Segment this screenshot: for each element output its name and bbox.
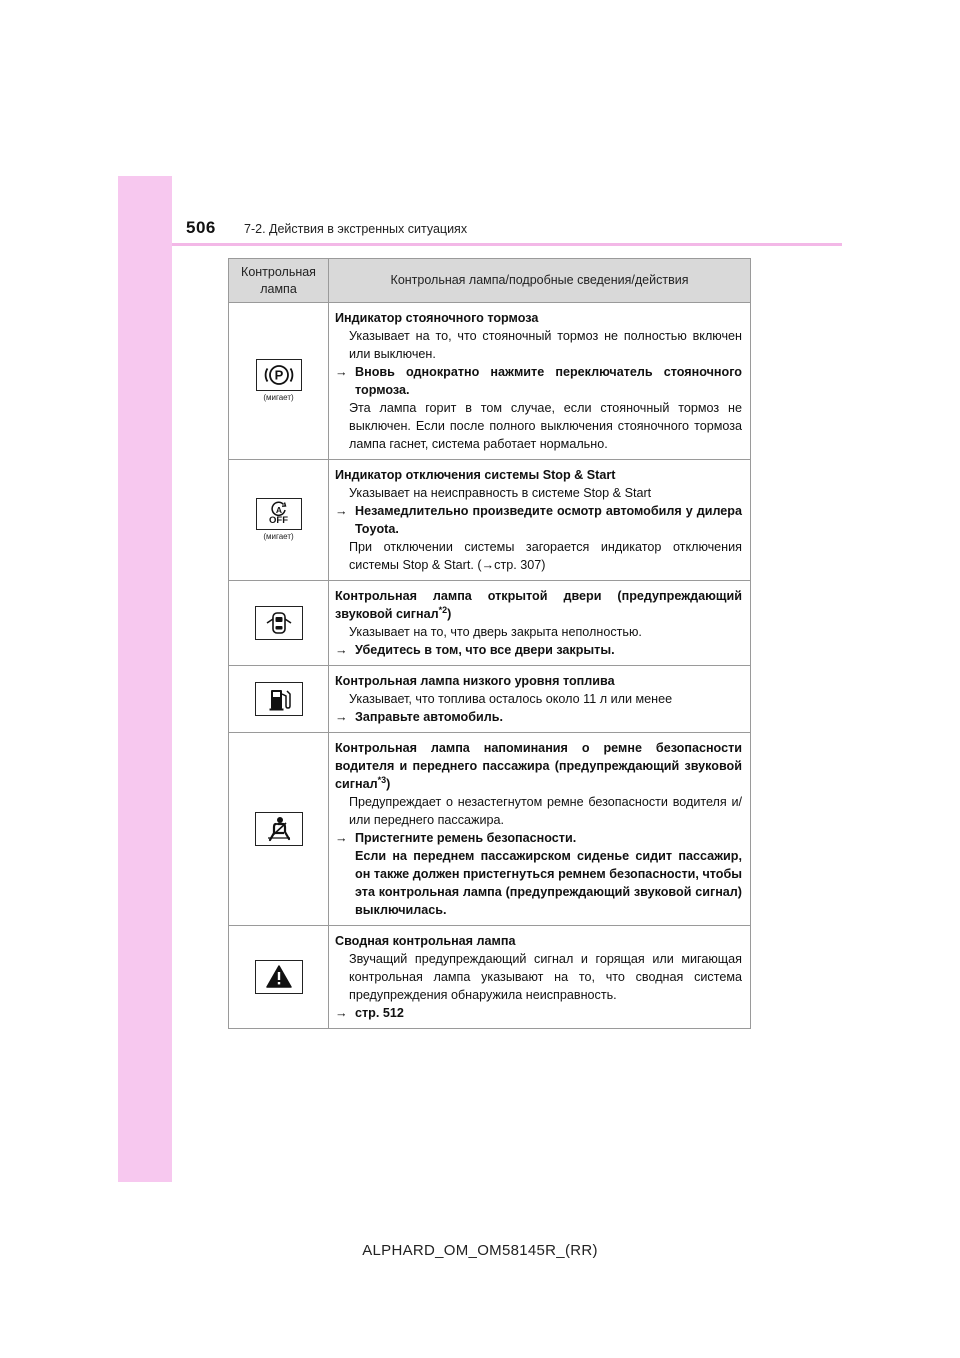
lamp-cell xyxy=(229,460,329,581)
master-warning-icon xyxy=(255,960,303,994)
seatbelt-reminder-icon xyxy=(255,812,303,846)
lamp-cell xyxy=(229,581,329,666)
table-row xyxy=(229,581,751,666)
arrow-icon: → xyxy=(335,365,348,379)
lamp-description: Указывает на то, что стояночный тормоз не полностью включен или выключен. xyxy=(349,329,742,361)
section-title: 7-2. Действия в экстренных ситуациях xyxy=(244,222,468,236)
lamp-blink-note: (мигает) xyxy=(263,393,294,402)
side-color-band xyxy=(118,176,172,1182)
lamp-title: Сводная контрольная лампа xyxy=(335,934,516,948)
lamp-cell xyxy=(229,303,329,460)
svg-text:P: P xyxy=(274,367,283,383)
lamp-cell xyxy=(229,926,329,1029)
page-number: 506 xyxy=(186,218,216,237)
lamp-title: Контрольная лампа напоминания о ремне безопасности водителя и переднего пассажира (предупреждающий звуковой сигнал$^{*3}$) xyxy=(335,741,742,791)
col-header-details: Контрольная лампа/подробные сведения/действия xyxy=(329,259,751,303)
lamp-description: Указывает на то, что дверь закрыта неполностью. xyxy=(349,625,642,639)
arrow-icon: → xyxy=(335,1006,348,1020)
lamp-title: Индикатор стояночного тормоза xyxy=(335,311,539,325)
lamp-description: Указывает на неисправность в системе Stop & Start xyxy=(349,486,652,500)
lamp-description: Указывает, что топлива осталось около 11 л или менее xyxy=(349,692,673,706)
low-fuel-warning-icon xyxy=(255,682,303,716)
lamp-title: Индикатор отключения системы Stop & Start xyxy=(335,468,616,482)
table-header-row xyxy=(229,259,751,303)
table-row xyxy=(229,733,751,926)
arrow-icon: → xyxy=(335,504,348,518)
col-header-lamp: Контрольная лампа xyxy=(229,259,329,303)
lamp-details xyxy=(329,581,751,666)
table-row xyxy=(229,460,751,581)
lamp-details xyxy=(329,733,751,926)
lamp-action: → Пристегните ремень безопасности. xyxy=(335,831,577,845)
arrow-icon: → xyxy=(335,643,348,657)
lamp-action-extra: Если на переднем пассажирском сиденье сидит пассажир, он также должен пристегнуться ремнем безопасности, чтобы эта контрольная лампа (предупреждающий звуковой сигнал) выключилась. xyxy=(355,849,742,917)
lamp-action: → стр. 512 xyxy=(335,1006,404,1020)
lamp-title: Контрольная лампа открытой двери (предупреждающий звуковой сигнал$^{*2}$) xyxy=(335,589,742,621)
footnote-mark: *2 xyxy=(438,604,448,615)
warning-lamps-table xyxy=(228,258,751,1029)
svg-text:A: A xyxy=(275,505,282,515)
lamp-action: → Убедитесь в том, что все двери закрыты. xyxy=(335,643,615,657)
table-row xyxy=(229,926,751,1029)
lamp-details xyxy=(329,666,751,733)
lamp-blink-note: (мигает) xyxy=(263,532,294,541)
off-label: OFF xyxy=(269,515,288,526)
lamp-details xyxy=(329,460,751,581)
lamp-extra-info: При отключении системы загорается индикатор отключения системы Stop & Start. (→стр. 307) xyxy=(349,540,742,572)
parking-brake-indicator-icon xyxy=(256,359,302,391)
table-row xyxy=(229,303,751,460)
lamp-extra-info: Эта лампа горит в том случае, если стояночный тормоз не выключен. Если после полного выключения стояночного тормоза лампа гаснет, система работает нормально. xyxy=(349,401,742,451)
footnote-mark: *3 xyxy=(377,774,387,785)
lamp-title: Контрольная лампа низкого уровня топлива xyxy=(335,674,615,688)
lamp-description: Звучащий предупреждающий сигнал и горящая или мигающая контрольная лампа указывают на то, что сводная система предупреждения обнаружила неисправность. xyxy=(349,952,742,1002)
document-code-footer: ALPHARD_OM_OM58145R_(RR) xyxy=(362,1242,598,1259)
table-row xyxy=(229,666,751,733)
header-rule xyxy=(172,243,842,246)
lamp-action: → Незамедлительно произведите осмотр автомобиля у дилера Toyota. xyxy=(335,504,742,536)
stop-start-off-indicator-icon xyxy=(256,498,302,530)
lamp-details xyxy=(329,926,751,1029)
lamp-cell xyxy=(229,733,329,926)
open-door-warning-icon xyxy=(255,606,303,640)
lamp-description: Предупреждает о незастегнутом ремне безопасности водителя и/или переднего пассажира. xyxy=(349,795,742,827)
lamp-details xyxy=(329,303,751,460)
arrow-icon: → xyxy=(335,831,348,845)
lamp-action: → Вновь однократно нажмите переключатель стояночного тормоза. xyxy=(335,365,742,397)
lamp-cell xyxy=(229,666,329,733)
arrow-icon: → xyxy=(335,710,348,724)
lamp-action: → Заправьте автомобиль. xyxy=(335,710,503,724)
